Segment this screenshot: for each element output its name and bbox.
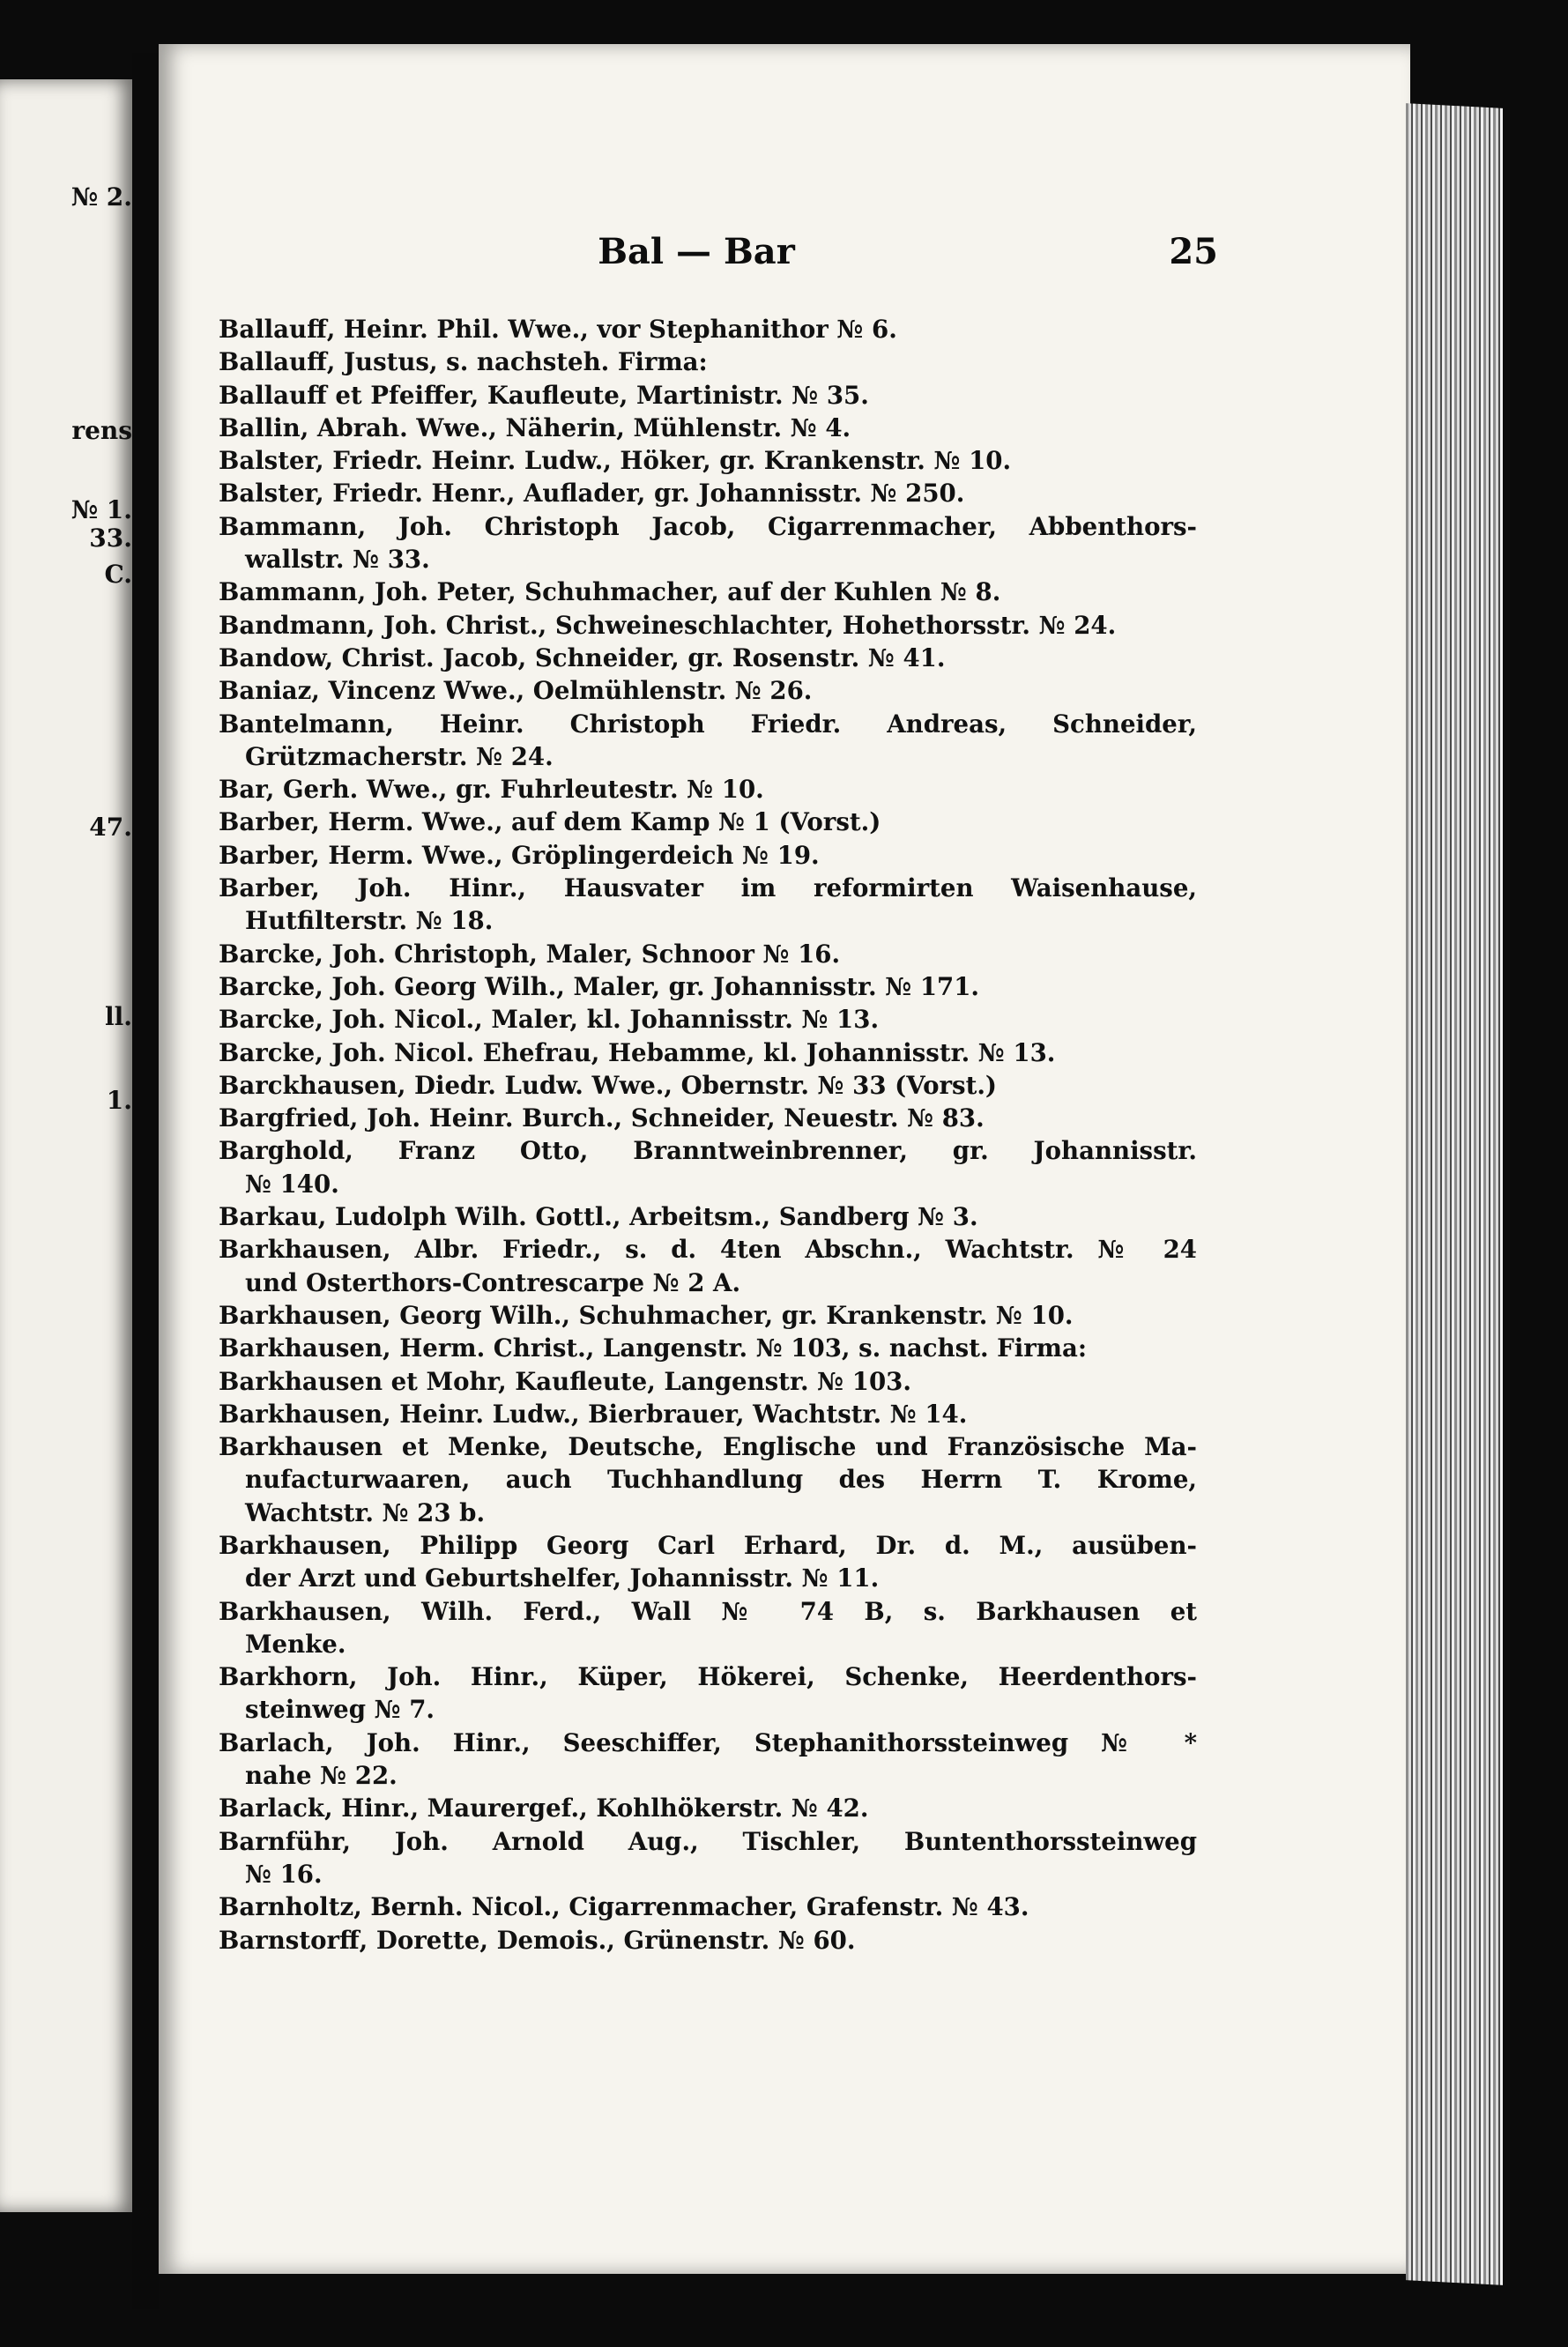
entry-line: Bammann, Joh. Peter, Schuhmacher, auf der Kuhlen № 8.	[219, 577, 1001, 607]
entry-line: Balster, Friedr. Heinr. Ludw., Höker, gr. Krankenstr. № 10.	[219, 446, 1012, 476]
entry-line: Barnholtz, Bernh. Nicol., Cigarrenmacher, Grafenstr. № 43.	[219, 1892, 1029, 1922]
directory-entry	[219, 674, 1197, 707]
entry-line: Barkhausen, Philipp Georg Carl Erhard, Dr. d. M., ausüben-	[219, 1530, 1197, 1560]
directory-entries	[219, 313, 1197, 1957]
entry-continuation-line: wallstr. № 33.	[245, 545, 430, 575]
directory-entry	[219, 1430, 1197, 1529]
directory-entry	[219, 1102, 1197, 1134]
entry-line: Bammann, Joh. Christoph Jacob, Cigarrenmacher, Abbenthors-	[219, 511, 1197, 541]
directory-entry	[219, 938, 1197, 970]
entry-line: Bantelmann, Heinr. Christoph Friedr. Andreas, Schneider,	[219, 709, 1197, 739]
entry-continuation-line: nahe № 22.	[245, 1761, 398, 1791]
directory-entry	[219, 1529, 1197, 1595]
left-page-fragment: 47.	[89, 815, 132, 840]
directory-entry	[219, 1924, 1197, 1957]
directory-entry	[219, 1890, 1197, 1923]
left-page-fragment: C.	[104, 562, 132, 587]
directory-entry	[219, 444, 1197, 477]
entry-continuation-line: Hutfilterstr. № 18.	[245, 906, 494, 936]
directory-entry	[219, 1003, 1197, 1036]
left-page-fragment: № 1.	[71, 498, 132, 523]
entry-line: Barber, Herm. Wwe., auf dem Kamp № 1 (Vorst.)	[219, 807, 881, 837]
entry-line: Barkhorn, Joh. Hinr., Küper, Hökerei, Schenke, Heerdenthors-	[219, 1662, 1197, 1692]
entry-line: Barkhausen, Albr. Friedr., s. d. 4ten Abschn., Wachtstr. № 24	[219, 1235, 1197, 1265]
entry-line: Ballauff, Justus, s. nachsteh. Firma:	[219, 347, 708, 377]
left-page-fragment: № 2.	[71, 185, 132, 210]
running-head: Bal — Bar	[598, 231, 795, 272]
entry-line: Barcke, Joh. Georg Wilh., Maler, gr. Johannisstr. № 171.	[219, 971, 980, 1001]
directory-entry	[219, 1825, 1197, 1891]
entry-line: Bandmann, Joh. Christ., Schweineschlachter, Hohethorsstr. № 24.	[219, 610, 1117, 640]
entry-continuation-line: № 16.	[245, 1859, 323, 1889]
entry-line: Barkhausen et Menke, Deutsche, Englische und Französische Ma-	[219, 1432, 1197, 1462]
left-page-fragment: 33.	[89, 526, 132, 551]
entry-line: Barnführ, Joh. Arnold Aug., Tischler, Buntenthorssteinweg	[219, 1826, 1197, 1856]
directory-entry	[219, 708, 1197, 774]
directory-entry	[219, 1727, 1197, 1793]
entry-continuation-line: Menke.	[245, 1629, 346, 1659]
directory-entry	[219, 412, 1197, 444]
directory-entry	[219, 510, 1197, 576]
directory-entry	[219, 839, 1197, 872]
page-number: 25	[1169, 231, 1218, 272]
entry-line: Barnstorff, Dorette, Demois., Grünenstr. № 60.	[219, 1925, 856, 1955]
directory-entry	[219, 1036, 1197, 1069]
directory-entry	[219, 345, 1197, 378]
entry-line: Barlach, Joh. Hinr., Seeschiffer, Stephanithorssteinweg № *	[219, 1727, 1197, 1757]
directory-entry	[219, 773, 1197, 806]
directory-entry	[219, 806, 1197, 838]
directory-entry	[219, 477, 1197, 509]
directory-entry	[219, 576, 1197, 608]
entry-continuation-line: und Osterthors-Contrescarpe № 2 A.	[245, 1267, 741, 1297]
entry-line: Barckhausen, Diedr. Ludw. Wwe., Obernstr. № 33 (Vorst.)	[219, 1070, 997, 1100]
entry-line: Balster, Friedr. Henr., Auflader, gr. Johannisstr. № 250.	[219, 479, 965, 509]
entry-line: Barcke, Joh. Nicol., Maler, kl. Johannisstr. № 13.	[219, 1005, 880, 1035]
entry-line: Barber, Joh. Hinr., Hausvater im reformirten Waisenhause,	[219, 873, 1197, 903]
entry-continuation-line: № 140.	[245, 1169, 339, 1199]
entry-line: Barkhausen, Georg Wilh., Schuhmacher, gr. Krankenstr. № 10.	[219, 1300, 1074, 1330]
entry-line: Ballauff, Heinr. Phil. Wwe., vor Stephanithor № 6.	[219, 315, 897, 344]
entry-line: Bandow, Christ. Jacob, Schneider, gr. Rosenstr. № 41.	[219, 642, 946, 672]
directory-entry	[219, 609, 1197, 642]
entry-line: Barkhausen, Wilh. Ferd., Wall № 74 B, s. Barkhausen et	[219, 1596, 1197, 1626]
entry-line: Baniaz, Vincenz Wwe., Oelmühlenstr. № 26.	[219, 676, 813, 706]
entry-line: Barkhausen et Mohr, Kaufleute, Langenstr. № 103.	[219, 1366, 911, 1396]
directory-entry	[219, 1365, 1197, 1398]
entry-line: Bargfried, Joh. Heinr. Burch., Schneider, Neuestr. № 83.	[219, 1103, 985, 1133]
entry-line: Barkhausen, Heinr. Ludw., Bierbrauer, Wachtstr. № 14.	[219, 1399, 968, 1429]
entry-continuation-line: der Arzt und Geburtshelfer, Johannisstr. № 11.	[245, 1563, 880, 1593]
directory-entry	[219, 313, 1197, 345]
entry-continuation-line: nufacturwaaren, auch Tuchhandlung des Herrn T. Krome,	[245, 1465, 1197, 1495]
directory-entry	[219, 1660, 1197, 1727]
left-page-fragment: rens	[71, 419, 132, 443]
directory-entry	[219, 1398, 1197, 1430]
entry-line: Barghold, Franz Otto, Branntweinbrenner, gr. Johannisstr.	[219, 1136, 1197, 1166]
directory-entry	[219, 1233, 1197, 1299]
page-block-edge	[1406, 103, 1503, 2285]
directory-entry	[219, 1069, 1197, 1102]
left-page	[0, 79, 132, 2212]
left-page-fragment: 1.	[106, 1088, 132, 1113]
directory-entry	[219, 970, 1197, 1003]
entry-line: Ballauff et Pfeiffer, Kaufleute, Martinistr. № 35.	[219, 380, 869, 410]
book-gutter	[132, 53, 159, 2309]
left-page-fragment: ll.	[104, 1005, 132, 1029]
directory-entry	[219, 379, 1197, 412]
entry-continuation-line: Grützmacherstr. № 24.	[245, 741, 554, 771]
entry-continuation-line: steinweg № 7.	[245, 1695, 435, 1725]
entry-line: Barlack, Hinr., Maurergef., Kohlhökerstr. № 42.	[219, 1794, 869, 1823]
directory-entry	[219, 872, 1197, 938]
entry-continuation-line: Wachtstr. № 23 b.	[245, 1497, 486, 1527]
entry-line: Barcke, Joh. Christoph, Maler, Schnoor № 16.	[219, 939, 841, 969]
entry-line: Barcke, Joh. Nicol. Ehefrau, Hebamme, kl. Johannisstr. № 13.	[219, 1037, 1056, 1067]
directory-entry	[219, 1595, 1197, 1661]
entry-line: Barber, Herm. Wwe., Gröplingerdeich № 19.	[219, 840, 820, 870]
directory-entry	[219, 1200, 1197, 1233]
directory-entry	[219, 1792, 1197, 1824]
directory-entry	[219, 1299, 1197, 1332]
entry-line: Bar, Gerh. Wwe., gr. Fuhrleutestr. № 10.	[219, 775, 764, 805]
directory-entry	[219, 642, 1197, 674]
directory-entry	[219, 1332, 1197, 1364]
directory-entry	[219, 1134, 1197, 1200]
entry-line: Ballin, Abrah. Wwe., Näherin, Mühlenstr. № 4.	[219, 412, 851, 442]
entry-line: Barkhausen, Herm. Christ., Langenstr. № 103, s. nachst. Firma:	[219, 1333, 1088, 1363]
entry-line: Barkau, Ludolph Wilh. Gottl., Arbeitsm., Sandberg № 3.	[219, 1202, 978, 1232]
